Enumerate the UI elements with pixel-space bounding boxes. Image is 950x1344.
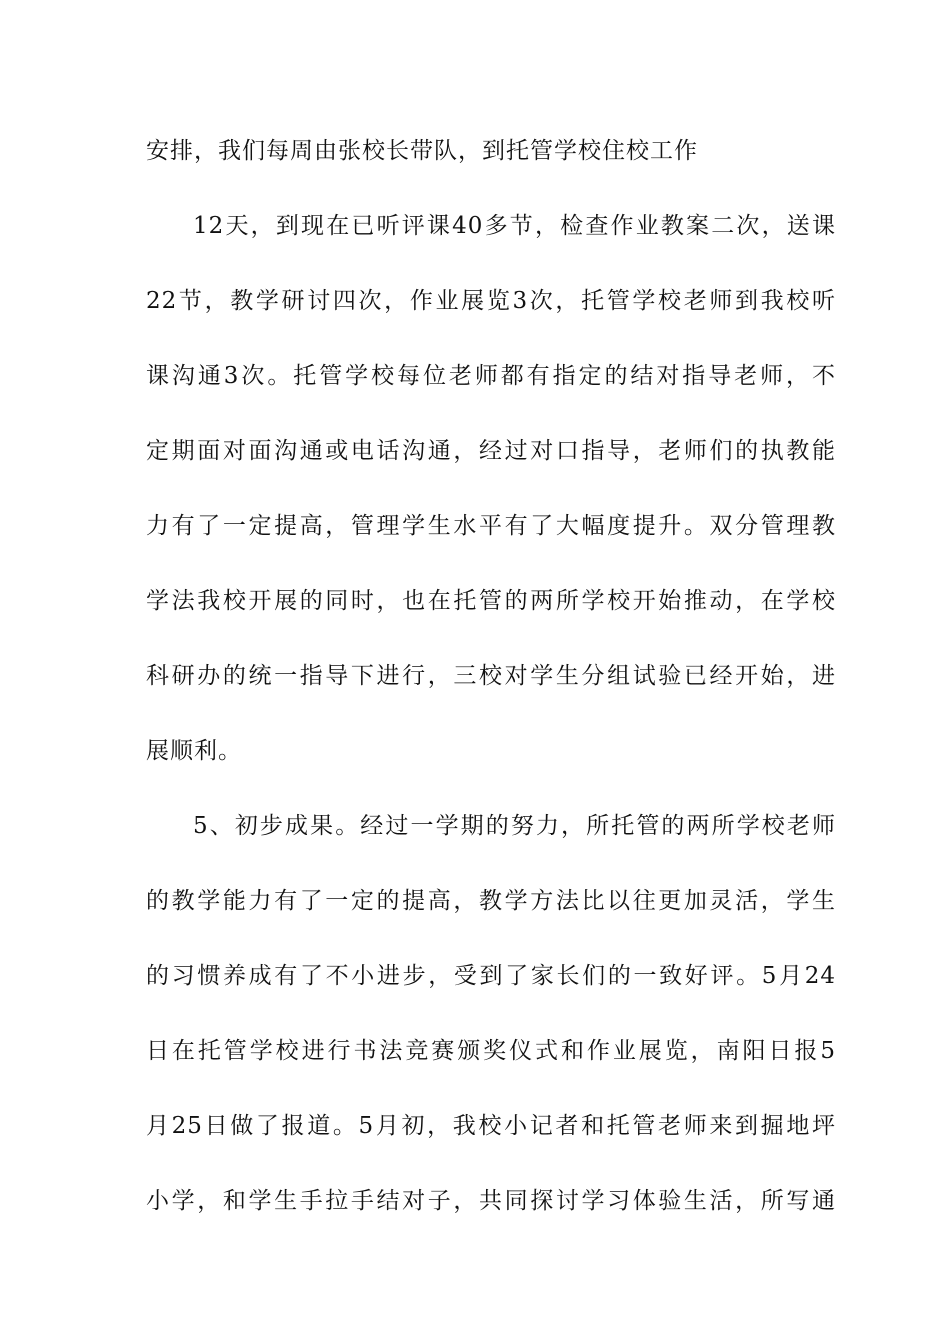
text-line: 科研办的统一指导下进行，三校对学生分组试验已经开始，进 xyxy=(146,663,836,689)
text-line: 力有了一定提高，管理学生水平有了大幅度提升。双分管理教 xyxy=(146,513,836,539)
text-line: 月25日做了报道。5月初，我校小记者和托管老师来到掘地坪 xyxy=(146,1113,836,1139)
text-line: 的习惯养成有了不小进步，受到了家长们的一致好评。5月24 xyxy=(146,963,836,989)
text-line: 安排，我们每周由张校长带队，到托管学校住校工作 xyxy=(146,138,698,164)
text-line: 22节，教学研讨四次，作业展览3次，托管学校老师到我校听 xyxy=(146,288,836,314)
paragraph-first-line: 5、初步成果。经过一学期的努力，所托管的两所学校老师 xyxy=(193,813,836,839)
text-line: 定期面对面沟通或电话沟通，经过对口指导，老师们的执教能 xyxy=(146,438,836,464)
text-line: 的教学能力有了一定的提高，教学方法比以往更加灵活，学生 xyxy=(146,888,836,914)
text-line: 日在托管学校进行书法竞赛颁奖仪式和作业展览，南阳日报5 xyxy=(146,1038,836,1064)
text-line: 学法我校开展的同时，也在托管的两所学校开始推动，在学校 xyxy=(146,588,836,614)
paragraph-last-line: 展顺利。 xyxy=(146,738,242,764)
text-line: 课沟通3次。托管学校每位老师都有指定的结对指导老师，不 xyxy=(146,363,836,389)
text-line: 小学，和学生手拉手结对子，共同探讨学习体验生活，所写通 xyxy=(146,1188,836,1214)
paragraph-first-line: 12天，到现在已听评课40多节，检查作业教案二次，送课 xyxy=(193,213,836,239)
